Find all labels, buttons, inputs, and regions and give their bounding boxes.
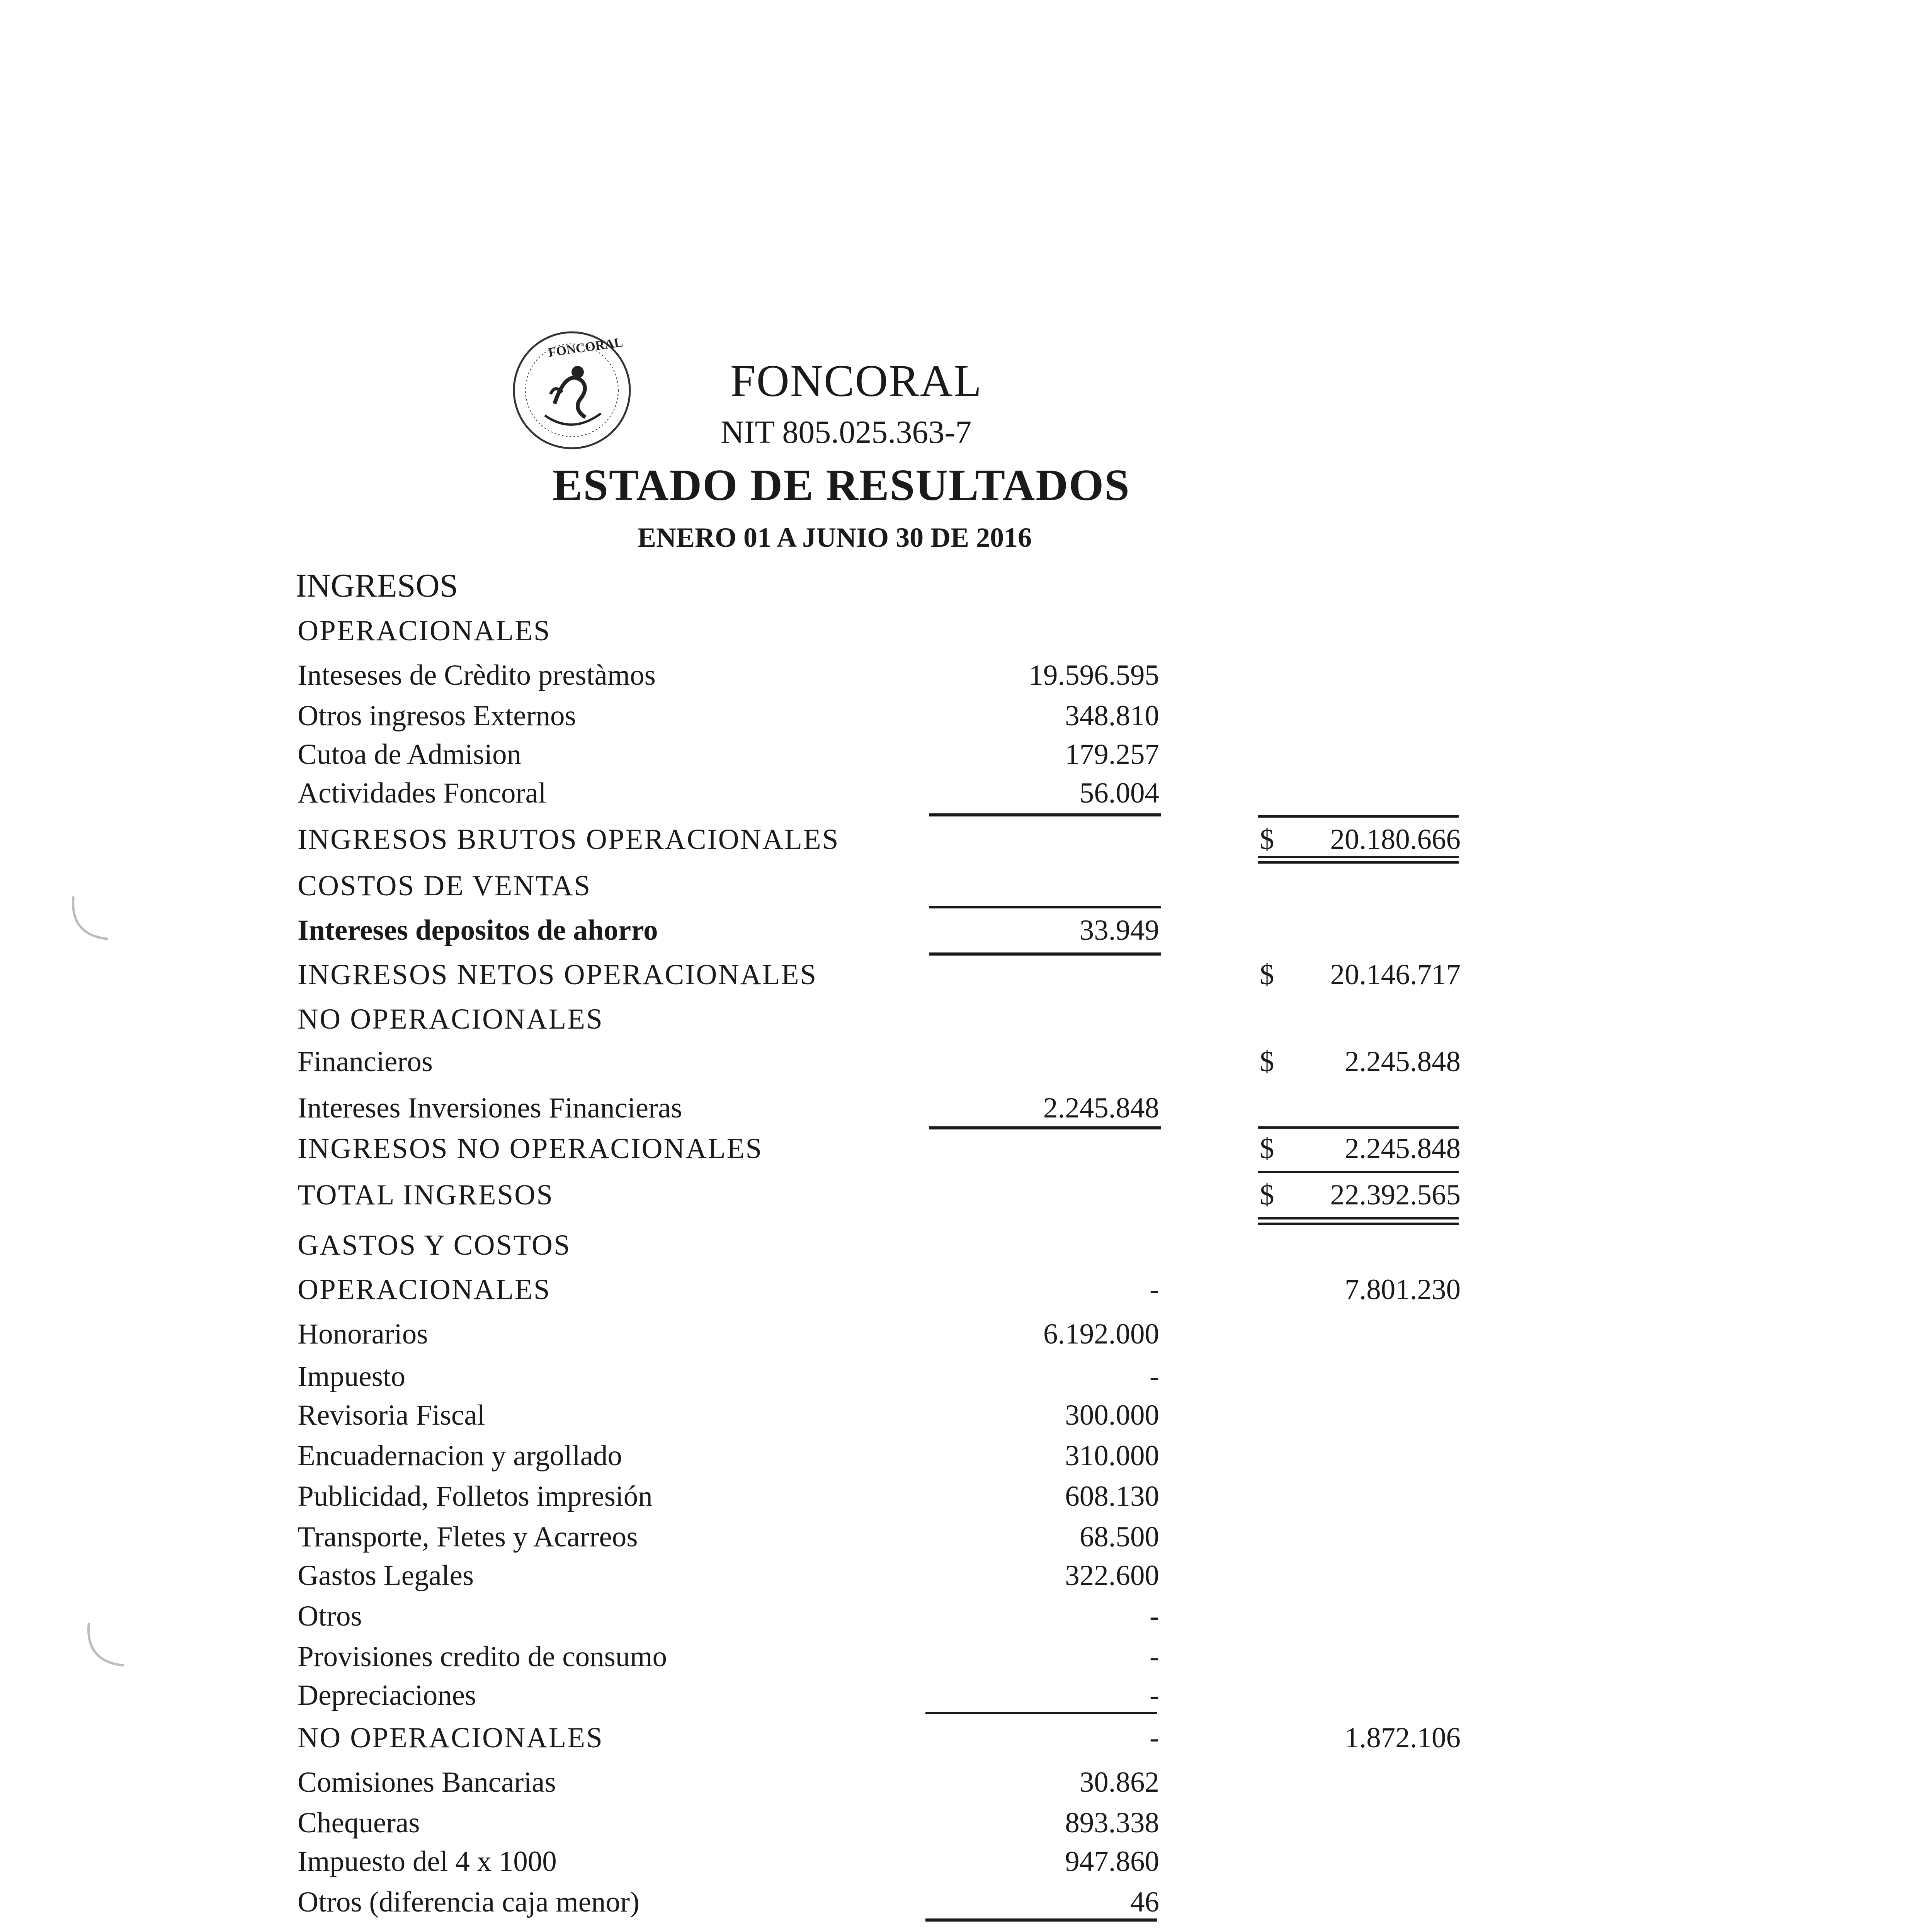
line-label: Honorarios (298, 1318, 428, 1350)
line-label: Inteseses de Crèdito prestàmos (298, 659, 656, 691)
detail-amount: - (1150, 1722, 1159, 1754)
line-label: INGRESOS NETOS OPERACIONALES (298, 959, 818, 991)
detail-amount: - (1150, 1641, 1159, 1673)
statement-line (298, 614, 1468, 653)
line-label: Otros (298, 1600, 362, 1632)
detail-amount: - (1150, 1361, 1159, 1393)
statement-line (298, 958, 1468, 997)
line-label: Comisiones Bancarias (298, 1766, 556, 1798)
line-label: INGRESOS BRUTOS OPERACIONALES (298, 823, 840, 855)
detail-amount: - (1150, 1679, 1159, 1711)
rule (1258, 1171, 1459, 1173)
line-label: Depreciaciones (298, 1679, 476, 1711)
detail-amount: 68.500 (1079, 1521, 1159, 1553)
rule (1258, 815, 1459, 818)
svg-text:FONCORAL: FONCORAL (547, 335, 624, 360)
rule (929, 1126, 1161, 1129)
rule (929, 813, 1161, 816)
statement-line (298, 1559, 1468, 1598)
statement-line (298, 699, 1468, 738)
line-label: Cutoa de Admision (298, 738, 522, 770)
double-rule (1258, 856, 1459, 864)
statement-line (298, 1273, 1468, 1312)
detail-amount: 56.004 (1079, 777, 1159, 809)
line-label: Revisoria Fiscal (298, 1399, 485, 1431)
organization-name: FONCORAL (730, 355, 982, 406)
statement-line (298, 869, 1468, 908)
line-label: OPERACIONALES (298, 1274, 551, 1306)
statement-line (298, 1399, 1468, 1437)
punch-hole-mark (77, 1615, 131, 1677)
line-label: Encuadernacion y argollado (298, 1440, 622, 1472)
rule (929, 906, 1161, 908)
detail-amount: 19.596.595 (1029, 659, 1159, 691)
line-label: COSTOS DE VENTAS (298, 870, 592, 902)
detail-amount: 348.810 (1065, 700, 1159, 732)
detail-amount: - (1150, 1274, 1159, 1306)
line-label: Otros ingresos Externos (298, 700, 576, 732)
detail-amount: 310.000 (1065, 1440, 1159, 1472)
total-amount: 20.146.717 (1330, 959, 1461, 991)
line-label: Chequeras (298, 1807, 420, 1839)
total-amount-cell (1260, 958, 1461, 997)
detail-amount: - (1150, 1600, 1159, 1632)
rule (1258, 1126, 1459, 1129)
statement-line (298, 777, 1468, 815)
statement-line (298, 1806, 1468, 1845)
line-label: Transporte, Fletes y Acarreos (298, 1521, 638, 1553)
line-label: Gastos Legales (298, 1560, 474, 1592)
currency-symbol: $ (1260, 1133, 1274, 1165)
statement-line (298, 1439, 1468, 1478)
statement-line (298, 1679, 1468, 1718)
detail-amount: 179.257 (1065, 738, 1159, 770)
rule (925, 1712, 1157, 1714)
detail-amount: 947.860 (1065, 1845, 1159, 1878)
detail-amount: 322.600 (1065, 1560, 1159, 1592)
detail-amount: 608.130 (1065, 1480, 1159, 1512)
rule (925, 1918, 1157, 1922)
total-amount: 22.392.565 (1330, 1179, 1461, 1211)
line-label: Impuesto del 4 x 1000 (298, 1845, 557, 1878)
period-label: ENERO 01 A JUNIO 30 DE 2016 (638, 522, 1032, 553)
statement-line (298, 1480, 1468, 1519)
total-amount: 2.245.848 (1345, 1133, 1461, 1165)
section-heading-ingresos: INGRESOS (296, 567, 458, 604)
statement-line (298, 1721, 1468, 1760)
statement-line (298, 1600, 1468, 1638)
statement-line (298, 1845, 1468, 1884)
statement-line (298, 914, 1468, 952)
line-label: GASTOS Y COSTOS (298, 1229, 571, 1261)
statement-line (298, 1045, 1468, 1084)
punch-hole-mark (62, 889, 116, 951)
detail-amount: 46 (1130, 1886, 1159, 1918)
statement-line (298, 1092, 1468, 1130)
total-amount: 2.245.848 (1345, 1046, 1461, 1078)
statement-line (298, 1766, 1468, 1804)
total-amount: 20.180.666 (1330, 823, 1461, 855)
statement-line (298, 1003, 1468, 1041)
statement-line (298, 1520, 1468, 1559)
line-label: INGRESOS NO OPERACIONALES (298, 1133, 763, 1165)
currency-symbol: $ (1260, 959, 1274, 991)
total-amount-cell (1260, 1132, 1461, 1171)
detail-amount: 6.192.000 (1043, 1318, 1159, 1350)
line-label: Otros (diferencia caja menor) (298, 1886, 639, 1918)
total-amount-cell (1260, 1273, 1461, 1312)
detail-amount: 30.862 (1079, 1766, 1159, 1798)
nit-number: NIT 805.025.363-7 (721, 414, 972, 450)
statement-line (298, 738, 1468, 777)
detail-amount: 33.949 (1079, 914, 1159, 946)
statement-line (298, 1360, 1468, 1399)
total-amount-cell (1260, 1721, 1461, 1760)
detail-amount: 300.000 (1065, 1399, 1159, 1431)
foncoral-logo (508, 327, 636, 454)
line-label: Provisiones credito de consumo (298, 1641, 667, 1673)
document-title: ESTADO DE RESULTADOS (553, 461, 1130, 510)
statement-line (298, 1179, 1468, 1217)
statement-line (298, 1229, 1468, 1267)
line-label: OPERACIONALES (298, 615, 551, 647)
line-label: Financieros (298, 1046, 433, 1078)
line-label: TOTAL INGRESOS (298, 1179, 554, 1211)
statement-line (298, 1318, 1468, 1356)
line-label: Actividades Foncoral (298, 777, 546, 809)
total-amount-cell (1260, 1179, 1461, 1217)
currency-symbol: $ (1260, 1046, 1274, 1078)
line-label: Publicidad, Folletos impresión (298, 1480, 653, 1512)
statement-line (298, 1132, 1468, 1171)
total-amount: 7.801.230 (1345, 1274, 1461, 1306)
rule (929, 952, 1161, 956)
currency-symbol: $ (1260, 823, 1274, 855)
statement-line (298, 1886, 1468, 1924)
line-label: NO OPERACIONALES (298, 1003, 604, 1035)
line-label: Intereses depositos de ahorro (298, 914, 658, 946)
currency-symbol: $ (1260, 1179, 1274, 1211)
total-amount: 1.872.106 (1345, 1722, 1461, 1754)
statement-line (298, 659, 1468, 697)
detail-amount: 2.245.848 (1043, 1092, 1159, 1124)
detail-amount: 893.338 (1065, 1807, 1159, 1839)
line-label: Impuesto (298, 1361, 406, 1393)
total-amount-cell (1260, 1045, 1461, 1084)
line-label: NO OPERACIONALES (298, 1722, 604, 1754)
line-label: Intereses Inversiones Financieras (298, 1092, 682, 1124)
statement-line (298, 1640, 1468, 1679)
double-rule (1258, 1217, 1459, 1225)
